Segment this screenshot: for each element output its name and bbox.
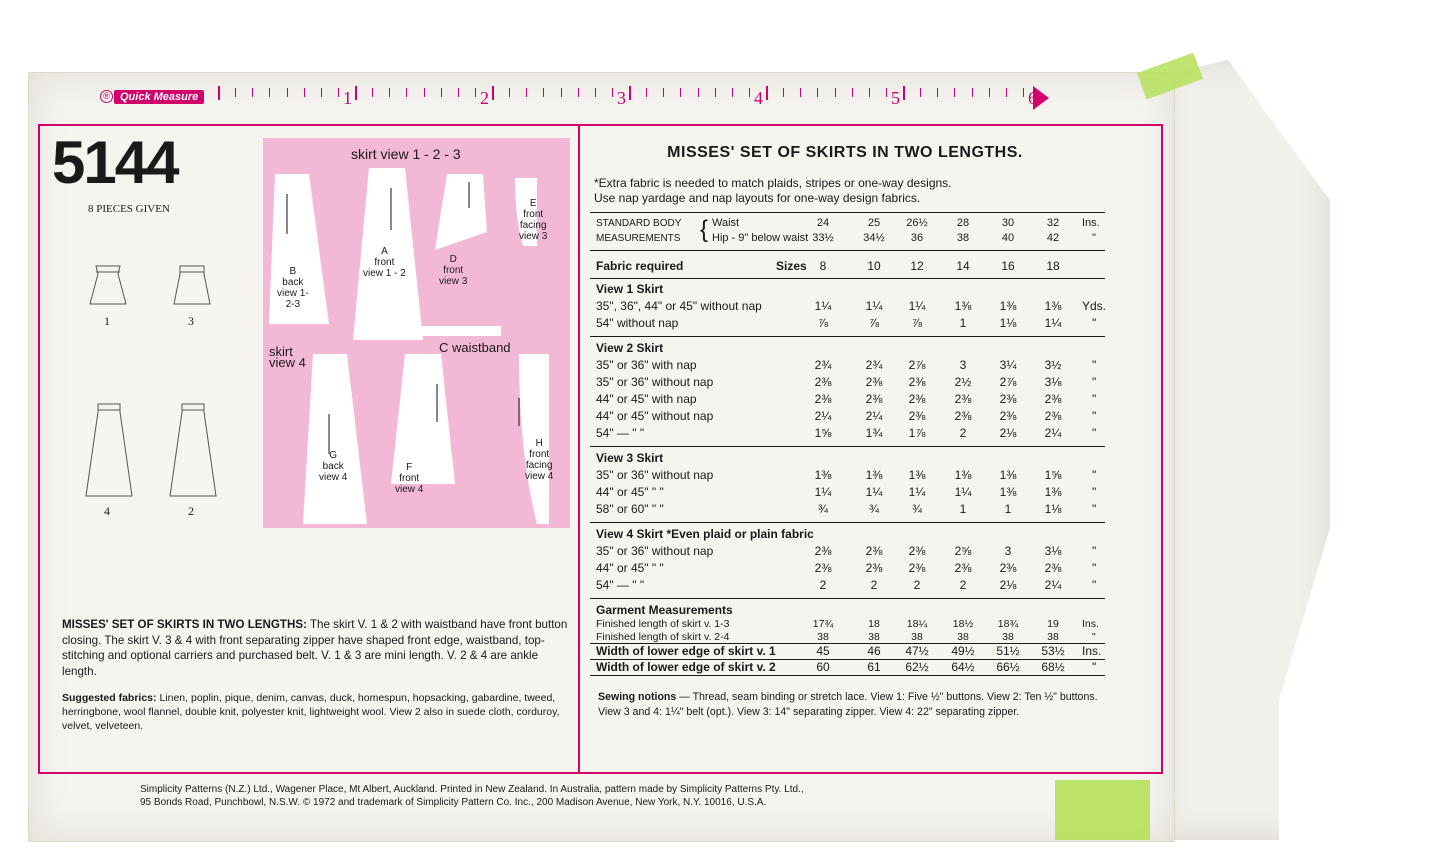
pieces-title-views-1-3: skirt view 1 - 2 - 3 bbox=[351, 146, 461, 162]
ruler-number: 4 bbox=[754, 88, 763, 108]
yardage-value: 2⅜ bbox=[954, 409, 972, 423]
yardage-value: 2⅜ bbox=[1044, 561, 1062, 575]
unit-label: " bbox=[1092, 232, 1096, 244]
garment-value: 38 bbox=[911, 631, 923, 643]
yardage-value: 2⅝ bbox=[954, 544, 972, 558]
ruler-tick bbox=[954, 88, 955, 97]
piece-d-label: D front view 3 bbox=[439, 254, 468, 287]
ruler-tick bbox=[937, 88, 938, 97]
ruler-number: 2 bbox=[480, 88, 489, 108]
ruler-tick bbox=[817, 88, 818, 97]
view-title: View 3 Skirt bbox=[596, 451, 664, 465]
piece-c-label: C waistband bbox=[439, 340, 511, 355]
yardage-value: 2 bbox=[819, 578, 827, 592]
ruler-tick bbox=[920, 88, 921, 97]
waist-label: Waist bbox=[712, 217, 740, 229]
ruler-tick bbox=[321, 88, 322, 97]
yardage-value: 1¾ bbox=[865, 426, 883, 440]
chart-rule bbox=[590, 522, 1105, 523]
yardage-value: 2⅜ bbox=[954, 392, 972, 406]
garment-value: 47½ bbox=[905, 644, 929, 658]
yardage-value: 2 bbox=[870, 578, 878, 592]
unit-label: " bbox=[1092, 358, 1097, 372]
unit-label: " bbox=[1092, 316, 1097, 330]
size-value: 8 bbox=[819, 259, 827, 273]
yardage-value: 1⅝ bbox=[814, 426, 832, 440]
ruler-tick bbox=[578, 88, 579, 97]
yardage-value: 2⅜ bbox=[865, 392, 883, 406]
garment-value: 18¼ bbox=[906, 618, 928, 630]
registered-mark: ® bbox=[100, 90, 113, 103]
ruler-tick bbox=[783, 88, 784, 97]
ruler-tick bbox=[680, 88, 681, 97]
unit-label: Ins. bbox=[1082, 644, 1102, 658]
waist-value: 24 bbox=[816, 217, 830, 229]
yardage-value: 1⅜ bbox=[999, 468, 1017, 482]
ruler-number: 1 bbox=[343, 88, 352, 108]
size-value: 12 bbox=[910, 259, 924, 273]
pieces-count: 8 PIECES GIVEN bbox=[88, 203, 170, 215]
description-lead: MISSES' SET OF SKIRTS IN TWO LENGTHS: bbox=[62, 618, 307, 631]
yardage-value: ⅞ bbox=[817, 316, 829, 330]
yardage-value: 2⅞ bbox=[999, 375, 1017, 389]
yardage-value: 2⅜ bbox=[1044, 392, 1062, 406]
fabric-required-label: Fabric required bbox=[596, 259, 684, 273]
column-divider bbox=[578, 124, 580, 774]
yardage-value: 1⅞ bbox=[908, 426, 926, 440]
brace: { bbox=[700, 216, 709, 243]
ruler-tick bbox=[526, 88, 527, 97]
unit-label: " bbox=[1092, 392, 1097, 406]
row-label: 35", 36", 44" or 45" without nap bbox=[596, 299, 762, 313]
unit-label: " bbox=[1092, 485, 1097, 499]
ruler-tick bbox=[749, 88, 750, 97]
garment-label: Finished length of skirt v. 2-4 bbox=[596, 631, 730, 643]
notions-lead: Sewing notions bbox=[598, 691, 677, 703]
garment-value: 38 bbox=[868, 631, 880, 643]
yardage-value: 1 bbox=[959, 316, 967, 330]
unit-label: Ins. bbox=[1082, 217, 1100, 229]
yardage-value: 1¼ bbox=[1044, 316, 1062, 330]
garment-value: 68½ bbox=[1041, 660, 1065, 674]
view-4-sketch bbox=[84, 400, 134, 500]
view-title: View 2 Skirt bbox=[596, 341, 664, 355]
piece-f-label: F front view 4 bbox=[395, 462, 424, 495]
yardage-value: ⅞ bbox=[911, 316, 923, 330]
description-text bbox=[62, 617, 574, 679]
std-measurements-label: MEASUREMENTS bbox=[596, 233, 681, 244]
yardage-value: 2⅞ bbox=[908, 358, 926, 372]
hip-value: 40 bbox=[1001, 232, 1015, 244]
yardage-value: ⅞ bbox=[868, 316, 880, 330]
ruler-tick bbox=[287, 88, 288, 97]
size-value: 14 bbox=[956, 259, 970, 273]
yardage-value: 1⅝ bbox=[1044, 468, 1062, 482]
unit-label: " bbox=[1092, 375, 1097, 389]
piece-h-label: H front facing view 4 bbox=[525, 438, 554, 482]
ruler-tick bbox=[715, 88, 716, 97]
waist-value: 25 bbox=[867, 217, 881, 229]
yardage-value: 3⅛ bbox=[1044, 375, 1062, 389]
yardage-value: 2 bbox=[959, 578, 967, 592]
view-3-number: 3 bbox=[188, 314, 194, 328]
yardage-value: 2¾ bbox=[865, 358, 883, 372]
view-4-number: 4 bbox=[104, 504, 110, 518]
view-3-sketch bbox=[172, 262, 212, 310]
quick-measure-ruler bbox=[100, 84, 1050, 108]
row-label: 54" — " " bbox=[596, 578, 645, 592]
yardage-value: 2¼ bbox=[1044, 578, 1062, 592]
hip-value: 36 bbox=[910, 232, 924, 244]
yardage-value: 1⅜ bbox=[954, 468, 972, 482]
yardage-value: 2⅜ bbox=[999, 409, 1017, 423]
yardage-value: ¾ bbox=[817, 502, 829, 516]
sizes-label: Sizes bbox=[776, 259, 807, 273]
hip-value: 33½ bbox=[812, 232, 834, 244]
garment-value: 53½ bbox=[1041, 644, 1065, 658]
pattern-number: 5144 bbox=[52, 129, 178, 196]
yardage-value: 2⅜ bbox=[999, 561, 1017, 575]
ruler-tick bbox=[543, 88, 544, 97]
quick-measure-badge: Quick Measure bbox=[114, 90, 204, 104]
garment-value: 51½ bbox=[996, 644, 1020, 658]
yardage-value: 2⅛ bbox=[999, 578, 1017, 592]
row-label: 58" or 60" " " bbox=[596, 502, 664, 516]
yardage-value: 1⅜ bbox=[999, 299, 1017, 313]
yardage-value: 2⅜ bbox=[865, 561, 883, 575]
chart-rule bbox=[590, 598, 1105, 599]
piece-d-shape bbox=[435, 174, 497, 258]
row-label: 35" or 36" without nap bbox=[596, 468, 714, 482]
chart-rule bbox=[590, 446, 1105, 447]
row-label: 44" or 45" with nap bbox=[596, 392, 697, 406]
piece-g-label: G back view 4 bbox=[319, 450, 348, 483]
row-label: 44" or 45" " " bbox=[596, 561, 664, 575]
chart-rule bbox=[590, 212, 1105, 213]
yardage-value: 2⅜ bbox=[865, 375, 883, 389]
waist-value: 26½ bbox=[906, 217, 928, 229]
ruler-tick bbox=[1023, 88, 1024, 97]
view-title: View 1 Skirt bbox=[596, 282, 664, 296]
garment-value: 64½ bbox=[951, 660, 975, 674]
row-label: 35" or 36" without nap bbox=[596, 375, 714, 389]
footer-line-1: Simplicity Patterns (N.Z.) Ltd., Wagener Place, Mt Albert, Auckland. Printed in New Zealand. In Australia, pattern made by Simplicity Patterns Pty. Ltd., bbox=[140, 784, 804, 795]
unit-label: " bbox=[1092, 660, 1097, 674]
yardage-value: 1 bbox=[1004, 502, 1012, 516]
garment-value: 17¾ bbox=[812, 618, 834, 630]
garment-value: 49½ bbox=[951, 644, 975, 658]
publisher-footer bbox=[140, 783, 1040, 809]
row-label: 44" or 45" without nap bbox=[596, 409, 714, 423]
garment-value: 45 bbox=[816, 644, 830, 658]
unit-label: " bbox=[1092, 409, 1097, 423]
hip-value: 34½ bbox=[863, 232, 885, 244]
unit-label: " bbox=[1092, 631, 1096, 643]
yardage-value: 1⅜ bbox=[814, 468, 832, 482]
yardage-value: 1⅜ bbox=[999, 485, 1017, 499]
ruler-tick bbox=[595, 88, 596, 97]
yardage-value: 1¼ bbox=[954, 485, 972, 499]
ruler-tick bbox=[338, 88, 339, 97]
yardage-value: 2⅜ bbox=[908, 392, 926, 406]
unit-label: Ins. bbox=[1082, 618, 1099, 630]
yardage-value: 1¼ bbox=[814, 299, 832, 313]
yardage-value: 2⅜ bbox=[999, 392, 1017, 406]
yardage-value: 1¼ bbox=[865, 485, 883, 499]
yardage-value: 2⅜ bbox=[908, 544, 926, 558]
view-title: View 4 Skirt *Even plaid or plain fabric bbox=[596, 527, 814, 541]
pieces-title-view-4: skirt view 4 bbox=[269, 344, 306, 370]
row-label: 44" or 45" " " bbox=[596, 485, 664, 499]
hip-value: 42 bbox=[1046, 232, 1060, 244]
yardage-value: 3⅛ bbox=[1044, 544, 1062, 558]
unit-label: " bbox=[1092, 426, 1097, 440]
ruler-tick bbox=[509, 88, 510, 97]
garment-title: Garment Measurements bbox=[596, 603, 733, 617]
yardage-value: 1¼ bbox=[865, 299, 883, 313]
yardage-value: 2¾ bbox=[814, 358, 832, 372]
hip-value: 38 bbox=[956, 232, 970, 244]
ruler-tick bbox=[852, 88, 853, 97]
note-line-2: Use nap yardage and nap layouts for one-way design fabrics. bbox=[594, 191, 921, 205]
ruler-tick bbox=[218, 86, 220, 100]
yardage-value: 2 bbox=[913, 578, 921, 592]
piece-e-label: E front facing view 3 bbox=[519, 198, 548, 242]
envelope-flap bbox=[1160, 60, 1330, 840]
notions-body: — Thread, seam binding or stretch lace. View 1: Five ½" buttons. View 2: Ten ½" buttons. View 3 and 4: 1¼" belt (opt.). View 3: 14" separating zipper. View 4: 22" separating zipper. bbox=[598, 691, 1098, 718]
yardage-value: 2¼ bbox=[814, 409, 832, 423]
garment-value: 46 bbox=[867, 644, 881, 658]
fabrics-lead: Suggested fabrics: bbox=[62, 692, 157, 704]
ruler-tick bbox=[629, 86, 631, 100]
yardage-value: 1⅜ bbox=[1044, 485, 1062, 499]
yardage-value: 2⅛ bbox=[999, 426, 1017, 440]
yardage-value: 2⅜ bbox=[814, 561, 832, 575]
yardage-value: 1⅜ bbox=[954, 299, 972, 313]
yardage-value: 2⅜ bbox=[814, 375, 832, 389]
ruler-tick bbox=[252, 88, 253, 97]
ruler-tick bbox=[989, 88, 990, 97]
ruler-tick bbox=[441, 88, 442, 97]
yardage-value: 2 bbox=[959, 426, 967, 440]
ruler-tick bbox=[406, 88, 407, 97]
ruler-tick bbox=[698, 88, 699, 97]
note-line-1: *Extra fabric is needed to match plaids, stripes or one-way designs. bbox=[594, 176, 952, 190]
yardage-value: 2⅜ bbox=[814, 544, 832, 558]
tape-strip-bottom bbox=[1055, 780, 1150, 840]
yardage-value: 3½ bbox=[1044, 358, 1062, 372]
fabrics-body: Linen, poplin, pique, denim, canvas, duck, homespun, hopsacking, gabardine, tweed, herringbone, wool flannel, double knit, polyester knit, lightweight wool. View 2 also in suede cloth, corduroy, velvet, velveteen. bbox=[62, 692, 560, 732]
ruler-tick bbox=[766, 86, 768, 100]
waist-value: 30 bbox=[1001, 217, 1015, 229]
size-value: 16 bbox=[1001, 259, 1015, 273]
ruler-tick bbox=[424, 88, 425, 97]
chart-rule bbox=[590, 250, 1105, 251]
garment-label: Finished length of skirt v. 1-3 bbox=[596, 618, 730, 630]
chart-rule bbox=[590, 336, 1105, 337]
yardage-value: 1¼ bbox=[908, 485, 926, 499]
garment-value: 18¾ bbox=[997, 618, 1019, 630]
description-body: The skirt V. 1 & 2 with waistband have front button closing. The skirt V. 3 & 4 with front separating zipper have shaped front edge, waistband, top-stitching and optional carriers and purchased belt. V. 1 & 3 are mini length. V. 2 & 4 are ankle length. bbox=[62, 618, 568, 678]
ruler-tick bbox=[355, 86, 357, 100]
row-label: 35" or 36" with nap bbox=[596, 358, 697, 372]
ruler-tick bbox=[800, 88, 801, 97]
yardage-value: 2¼ bbox=[1044, 426, 1062, 440]
chart-rule bbox=[590, 278, 1105, 279]
std-body-label: STANDARD BODY bbox=[596, 218, 682, 229]
row-label: 54" — " " bbox=[596, 426, 645, 440]
garment-value: 18½ bbox=[952, 618, 974, 630]
unit-label: Yds. bbox=[1082, 299, 1107, 313]
view-1-sketch bbox=[88, 262, 128, 310]
yardage-value: 1⅜ bbox=[1044, 299, 1062, 313]
view-1-number: 1 bbox=[104, 314, 110, 328]
yardage-value: 1⅜ bbox=[865, 468, 883, 482]
size-value: 18 bbox=[1046, 259, 1060, 273]
yardage-value: 1¼ bbox=[908, 299, 926, 313]
garment-value: 18 bbox=[868, 618, 880, 630]
ruler-number: 5 bbox=[891, 88, 900, 108]
ruler-number: 6 bbox=[1028, 88, 1037, 108]
yardage-value: 2¼ bbox=[865, 409, 883, 423]
ruler-tick bbox=[389, 88, 390, 97]
unit-label: " bbox=[1092, 544, 1097, 558]
ruler-tick bbox=[492, 86, 494, 100]
yardage-value: 1⅛ bbox=[1044, 502, 1062, 516]
ruler-tick bbox=[269, 88, 270, 97]
unit-label: " bbox=[1092, 578, 1097, 592]
garment-value: 38 bbox=[1047, 631, 1059, 643]
yardage-value: 2⅜ bbox=[865, 544, 883, 558]
waist-value: 32 bbox=[1046, 217, 1060, 229]
ruler-tick bbox=[732, 88, 733, 97]
ruler-tick bbox=[304, 88, 305, 97]
ruler-tick bbox=[646, 88, 647, 97]
ruler-tick bbox=[475, 88, 476, 97]
yardage-value: 1⅛ bbox=[999, 316, 1017, 330]
ruler-number: 3 bbox=[617, 88, 626, 108]
yardage-value: ¾ bbox=[911, 502, 923, 516]
view-2-number: 2 bbox=[188, 504, 194, 518]
ruler-tick bbox=[235, 88, 236, 97]
waist-value: 28 bbox=[956, 217, 970, 229]
yardage-value: 3¼ bbox=[999, 358, 1017, 372]
yardage-value: 2⅜ bbox=[814, 392, 832, 406]
ruler-tick bbox=[972, 88, 973, 97]
yardage-value: 1 bbox=[959, 502, 967, 516]
ruler-tick bbox=[886, 88, 887, 97]
garment-value: 62½ bbox=[905, 660, 929, 674]
piece-c-shape bbox=[421, 326, 501, 336]
garment-value: 60 bbox=[816, 660, 830, 674]
right-title: MISSES' SET OF SKIRTS IN TWO LENGTHS. bbox=[667, 144, 1023, 161]
yardage-value: 1¼ bbox=[814, 485, 832, 499]
piece-a-label: A front view 1 - 2 bbox=[363, 246, 406, 279]
ruler-tick bbox=[903, 86, 905, 100]
size-value: 10 bbox=[867, 259, 881, 273]
ruler-tick bbox=[561, 88, 562, 97]
ruler-tick bbox=[612, 88, 613, 97]
suggested-fabrics bbox=[62, 691, 574, 733]
hip-label: Hip - 9" below waist bbox=[712, 232, 809, 244]
ruler-tick bbox=[869, 88, 870, 97]
ruler-tick bbox=[663, 88, 664, 97]
yardage-value: 2½ bbox=[954, 375, 972, 389]
garment-value: 38 bbox=[817, 631, 829, 643]
yardage-value: 2⅜ bbox=[954, 561, 972, 575]
yardage-value: 2⅜ bbox=[908, 409, 926, 423]
footer-line-2: 95 Bonds Road, Punchbowl, N.S.W. © 1972 and trademark of Simplicity Pattern Co. Inc., 200 Madison Avenue, New York, N.Y. 10016, U.S.A. bbox=[140, 797, 767, 808]
garment-value: 19 bbox=[1047, 618, 1059, 630]
ruler-tick bbox=[458, 88, 459, 97]
garment-label: Width of lower edge of skirt v. 2 bbox=[596, 660, 776, 674]
garment-value: 38 bbox=[957, 631, 969, 643]
notions-text bbox=[598, 690, 1108, 720]
pattern-pieces-panel bbox=[263, 138, 570, 528]
garment-label: Width of lower edge of skirt v. 1 bbox=[596, 644, 776, 658]
yardage-value: 1⅜ bbox=[908, 468, 926, 482]
piece-b-label: B back view 1- 2-3 bbox=[277, 266, 309, 310]
fabric-note bbox=[594, 176, 1114, 206]
yardage-value: ¾ bbox=[868, 502, 880, 516]
yardage-value: 3 bbox=[959, 358, 967, 372]
unit-label: " bbox=[1092, 561, 1097, 575]
ruler-tick bbox=[372, 88, 373, 97]
row-label: 35" or 36" without nap bbox=[596, 544, 714, 558]
yardage-value: 2⅜ bbox=[908, 375, 926, 389]
garment-value: 66½ bbox=[996, 660, 1020, 674]
piece-b-shape bbox=[269, 174, 331, 334]
row-label: 54" without nap bbox=[596, 316, 679, 330]
yardage-value: 3 bbox=[1004, 544, 1012, 558]
piece-g-shape bbox=[303, 354, 367, 526]
view-2-sketch bbox=[168, 400, 218, 500]
unit-label: " bbox=[1092, 468, 1097, 482]
ruler-tick bbox=[835, 88, 836, 97]
ruler-tick bbox=[1006, 88, 1007, 97]
yardage-value: 2⅜ bbox=[908, 561, 926, 575]
unit-label: " bbox=[1092, 502, 1097, 516]
chart-rule bbox=[590, 675, 1105, 676]
garment-value: 61 bbox=[867, 660, 881, 674]
garment-value: 38 bbox=[1002, 631, 1014, 643]
yardage-value: 2⅜ bbox=[1044, 409, 1062, 423]
